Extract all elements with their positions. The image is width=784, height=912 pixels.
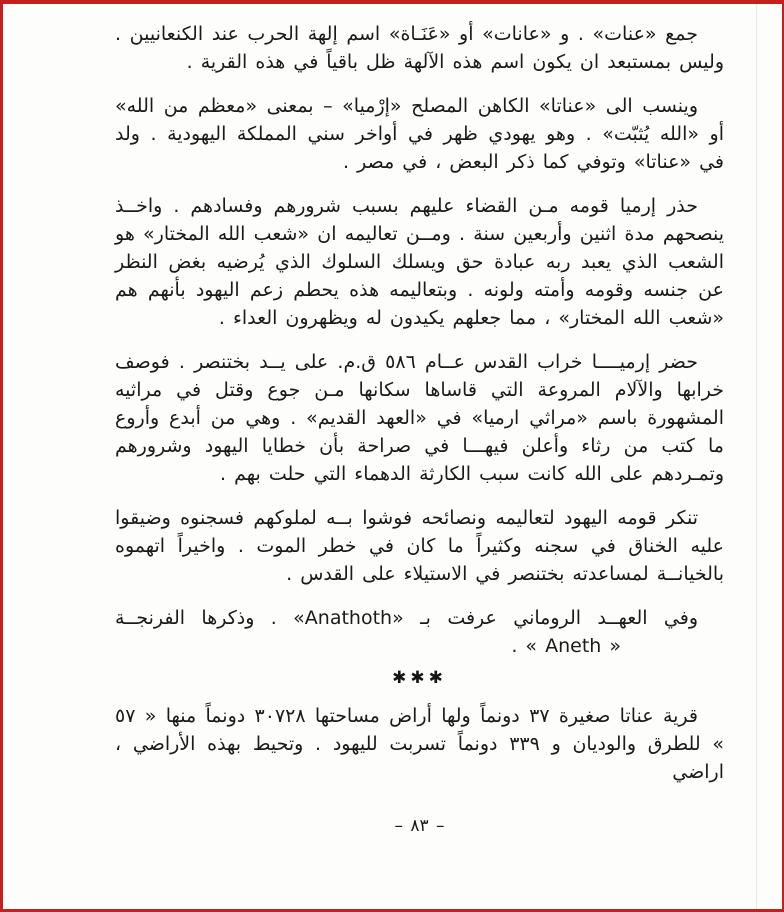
paragraph-jeremiah-persecution: تنكر قومه اليهود لتعاليمه ونصائحه فوشوا بــه لملوكهم فسجنوه وضيقوا عليه الخناق في سجنه وكثيراً ما كان في خطر الموت . واخيراً اتهموه بالخيانــة لمساعدته بختنصر في الاستيلاء على القدس . xyxy=(115,507,724,585)
paragraph-anat-goddess-names: جمع «عنات» . و «عانات» أو «عَنَـاة» اسم إلهة الحرب عند الكنعانيين . وليس بمستبعد ان يكون اسم هذه الآلهة ظل باقياً في هذه القرية . xyxy=(115,23,724,73)
paragraph-jerusalem-destruction-laments: حضر إرميــــا خراب القدس عــام ٥٨٦ ق.م. على يــد بختنصر . فوصف خرابها والآلام المروعة التي قاساها سكانها مـن جوع وقتل في مراثيه المشهورة باسم «مراثي ارميا» في «العهد القديم» . وهي من أبدع وأروع ما كتب من رثاء وأعلن فيهـــا في صراحة بأن خطايا اليهود وشرورهم وتمـردهم على الله كانت سبب الكارثة الدهماء التي حلت بهم . xyxy=(115,351,724,485)
paragraph-village-land-statistics: قرية عناتا صغيرة ٣٧ دونماً ولها أراض مساحتها ٣٠٧٢٨ دونماً منها « ٥٧ » للطرق والوديان و ٣٣٩ دونماً تسربت لليهود . وتحيط بهذه الأراضي ، اراضي xyxy=(115,705,724,783)
page-number: – ٨٣ – xyxy=(394,816,445,836)
frankish-name-line: « Aneth » . xyxy=(511,635,621,657)
page-text-block xyxy=(3,4,782,840)
paragraph-roman-era-name: وفي العهــد الروماني عرفت بـ «Anathoth» . وذكرها الفرنجــة xyxy=(115,607,698,629)
section-separator-asterisks: ✱✱✱ xyxy=(392,668,447,688)
paragraph-jeremiah-attribution: وينسب الى «عناتا» الكاهن المصلح «إرْميا» – بمعنى «معظم من الله» أو «الله يُثبّت» . وهو يهودي ظهر في أواخر سني المملكة اليهودية . ولد في «عناتا» وتوفي كما ذكر البعض ، في مصر . xyxy=(115,95,724,173)
paragraph-jeremiah-warnings: حذر إرميا قومه مـن القضاء عليهم بسبب شرورهم وفسادهم . واخــذ ينصحهم مدة اثنين وأربعين سنة . ومــن تعاليمه ان «شعب الله المختار» هو الشعب الذي يعبد ربه عبادة حق ويسلك السلوك الذي يُرضيه بغض النظر عن جنسه وقومه وأمته ولونه . وبتعاليمه هذه يحطم زعم اليهود بأنهم هم «شعب الله المختار» ، مما جعلهم يكيدون له ويظهرون العداء . xyxy=(115,195,724,329)
